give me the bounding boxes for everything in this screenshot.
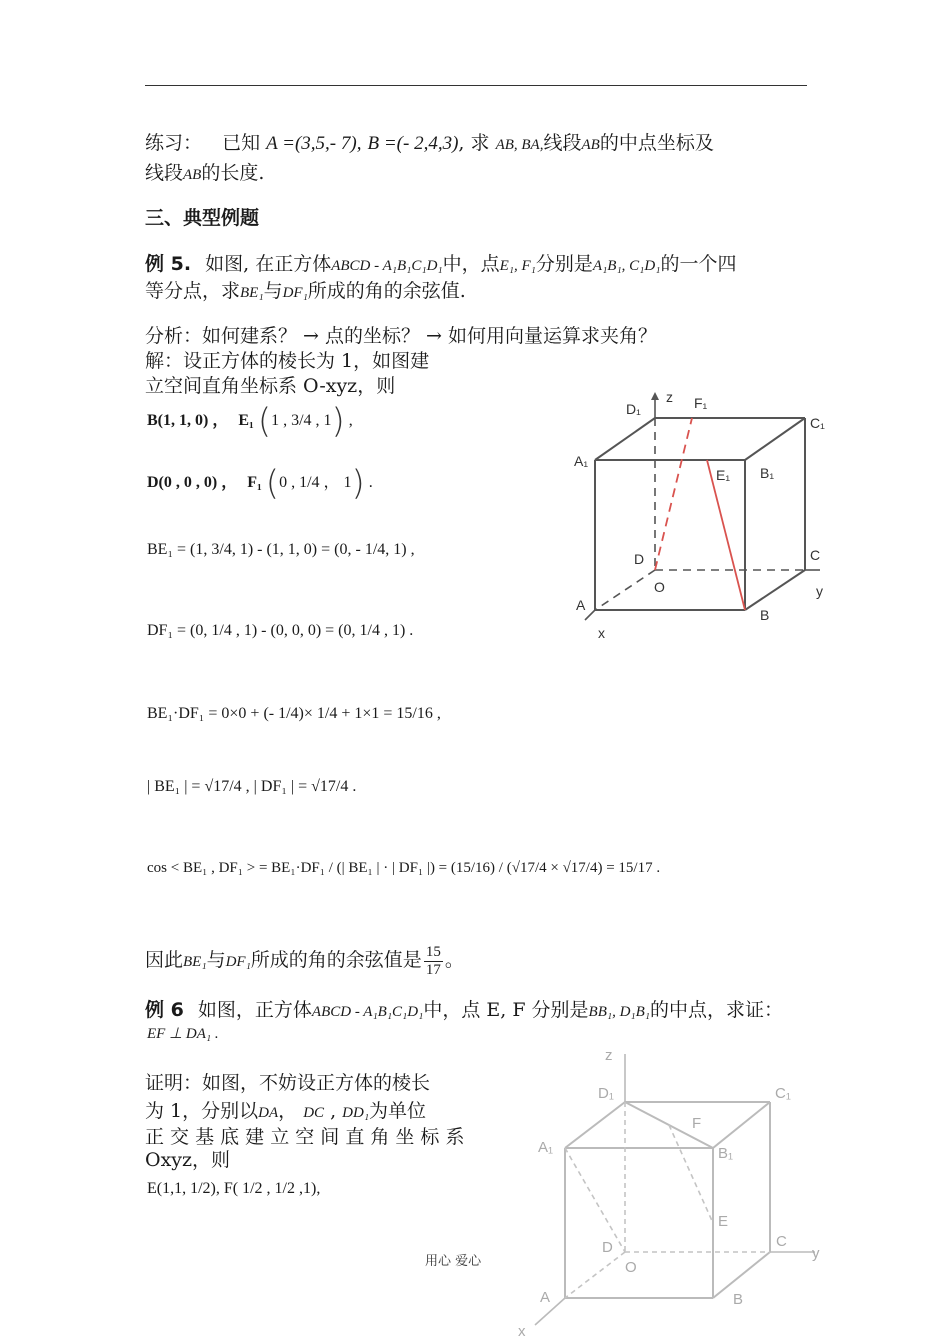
label2-C1: C₁	[775, 1085, 791, 1102]
eq-DF1: DF₁ = (0, 1/4 , 1) - (0, 0, 0) = (0, 1/4 , 1) .	[147, 622, 414, 639]
analysis: 分析：如何建系？ → 点的坐标？ → 如何用向量运算求夹角？	[145, 325, 657, 347]
label-A1: A₁	[574, 453, 589, 469]
coord-D-F1: D(0 , 0 , 0) ， F₁ (0 , 1/4 ， 1) .	[147, 463, 373, 504]
example5-line-2: 等分点，求BE₁与DF₁所成的角的余弦值.	[145, 280, 466, 302]
label-A: A	[576, 597, 586, 613]
example5-line-1: 例 5. 如图, 在正方体ABCD - A₁B₁C₁D₁中，点E₁, F₁分别是A₁B₁, C₁D₁的一个四	[145, 253, 737, 275]
label2-D: D	[602, 1239, 613, 1256]
label-z: z	[666, 389, 673, 405]
page-footer: 用心 爱心	[425, 1254, 482, 1269]
eq-magnitudes: | BE₁ | = √17/4 , | DF₁ | = √17/4 .	[147, 778, 357, 795]
label-B: B	[760, 607, 770, 623]
top-rule	[145, 85, 807, 86]
solution-line-1: 解：设正方体的棱长为 1，如图建	[145, 350, 430, 372]
solution-line-2: 立空间直角坐标系 O-xyz，则	[145, 375, 396, 397]
eq-dot: BE₁·DF₁ = 0×0 + (- 1/4)× 1/4 + 1×1 = 15/16 ,	[147, 705, 441, 722]
label-C1: C₁	[810, 415, 825, 431]
label-D1: D₁	[626, 401, 641, 417]
label2-x: x	[518, 1323, 526, 1340]
label2-D1: D₁	[598, 1085, 614, 1102]
eq-cos: cos < BE₁ , DF₁ > = BE₁·DF₁ / (| BE₁ | · | DF₁ |) = (15/16) / (√17/4 × √17/4) = 15/17 .	[147, 860, 661, 876]
cube-figure-1	[570, 388, 840, 648]
label2-O: O	[625, 1259, 637, 1276]
label-O: O	[654, 579, 665, 595]
label2-B1: B₁	[718, 1145, 734, 1162]
conclusion: 因此BE₁与DF₁所成的角的余弦值是 $\frac{15}{17}$ 。	[145, 943, 464, 978]
practice-line-2: 线段AB的长度.	[145, 162, 265, 184]
label-x: x	[598, 625, 605, 641]
proof-line-1: 证明：如图，不妨设正方体的棱长	[145, 1072, 431, 1094]
proof-line-3: 正 交 基 底 建 立 空 间 直 角 坐 标 系	[145, 1126, 465, 1148]
example6-line-2: EF ⊥ DA₁ .	[147, 1026, 219, 1042]
proof-line-4: Oxyz，则	[145, 1149, 231, 1171]
label-B1: B₁	[760, 465, 775, 481]
label2-z: z	[605, 1047, 613, 1064]
proof-line-2: 为 1，分别以DA， DC , DD₁为单位	[145, 1100, 427, 1122]
label2-A1: A₁	[538, 1139, 554, 1156]
label2-F: F	[692, 1115, 702, 1132]
example6-line-1: 例 6 如图，正方体ABCD - A₁B₁C₁D₁中，点 E, F 分别是BB₁, D₁B₁的中点，求证：	[145, 999, 784, 1021]
practice-line-1: 练习： 已知 A =(3,5,- 7), B =(- 2,4,3), 求 AB, BA,线段AB的中点坐标及	[145, 132, 714, 154]
cube-figure-2	[500, 1040, 830, 1340]
coord-B-E1: B(1, 1, 0) ， E₁ (1 , 3/4 , 1) ,	[147, 401, 353, 442]
label-y: y	[816, 583, 823, 599]
label-E1: E₁	[716, 467, 731, 483]
label2-B: B	[733, 1291, 744, 1308]
label2-E: E	[718, 1213, 729, 1230]
label2-C: C	[776, 1233, 787, 1250]
label-F1: F₁	[694, 395, 708, 411]
label2-y: y	[812, 1245, 820, 1262]
label-D: D	[634, 551, 645, 567]
proof-coords: E(1,1, 1/2), F( 1/2 , 1/2 ,1),	[147, 1180, 321, 1197]
label-C: C	[810, 547, 821, 563]
eq-BE1: BE₁ = (1, 3/4, 1) - (1, 1, 0) = (0, - 1/4, 1) ,	[147, 541, 415, 558]
label2-A: A	[540, 1289, 551, 1306]
section-title: 三、典型例题	[145, 207, 260, 229]
